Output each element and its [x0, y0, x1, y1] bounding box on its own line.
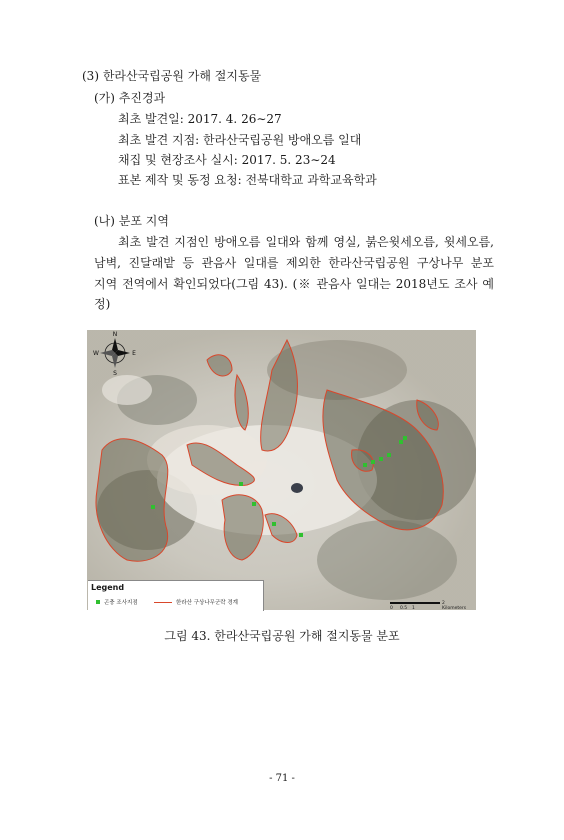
compass-east: E: [132, 350, 136, 357]
progress-item: 표본 제작 및 동정 요청: 전북대학교 과학교육학과: [118, 173, 377, 187]
legend-item-boundary: 한라산 구상나무군락 경계: [176, 600, 238, 606]
section-heading: (3) 한라산국립공원 가해 절지동물: [82, 69, 262, 83]
progress-item: 최초 발견일: 2017. 4. 26∼27: [118, 112, 282, 126]
page-number: - 71 -: [269, 773, 295, 784]
progress-item: 최초 발견 지점: 한라산국립공원 방애오름 일대: [118, 133, 362, 147]
compass-west: W: [93, 350, 99, 357]
scale-label-mid: 1: [412, 606, 415, 611]
progress-item: 채집 및 현장조사 실시: 2017. 5. 23∼24: [118, 153, 336, 167]
scale-label-end: 2 Kilometers: [442, 601, 467, 611]
subsection-heading-distribution: (나) 분포 지역: [94, 214, 169, 228]
distribution-map: [87, 330, 476, 610]
compass-north: N: [112, 331, 118, 338]
legend-item-survey: 곤충 조사지점: [104, 600, 138, 606]
figure-caption: 그림 43. 한라산국립공원 가해 절지동물 분포: [164, 629, 400, 643]
paragraph-line: 지역 전역에서 확인되었다(그림 43). (※ 관음사 일대는 2018년도 조사 예: [94, 277, 494, 291]
survey-point-icon: [96, 600, 100, 604]
legend-title: Legend: [91, 583, 125, 592]
paragraph-line: 남벽, 진달래밭 등 관음사 일대를 제외한 한라산국립공원 구상나무 분포: [94, 256, 494, 270]
scale-label-mid: 0.5: [400, 606, 408, 611]
satellite-image: [87, 330, 476, 610]
map-legend: [88, 580, 264, 611]
compass-south: S: [113, 370, 117, 377]
paragraph-line: 정): [94, 297, 111, 311]
scale-label-start: 0: [390, 606, 393, 611]
paragraph-line: 최초 발견 지점인 방애오름 일대와 함께 영실, 붉은윗세오름, 윗세오름,: [118, 235, 494, 249]
scale-bar-line: [390, 602, 440, 604]
scale-bar: [390, 601, 470, 609]
subsection-heading-progress: (가) 추진경과: [94, 91, 166, 105]
boundary-line-icon: [154, 602, 172, 603]
